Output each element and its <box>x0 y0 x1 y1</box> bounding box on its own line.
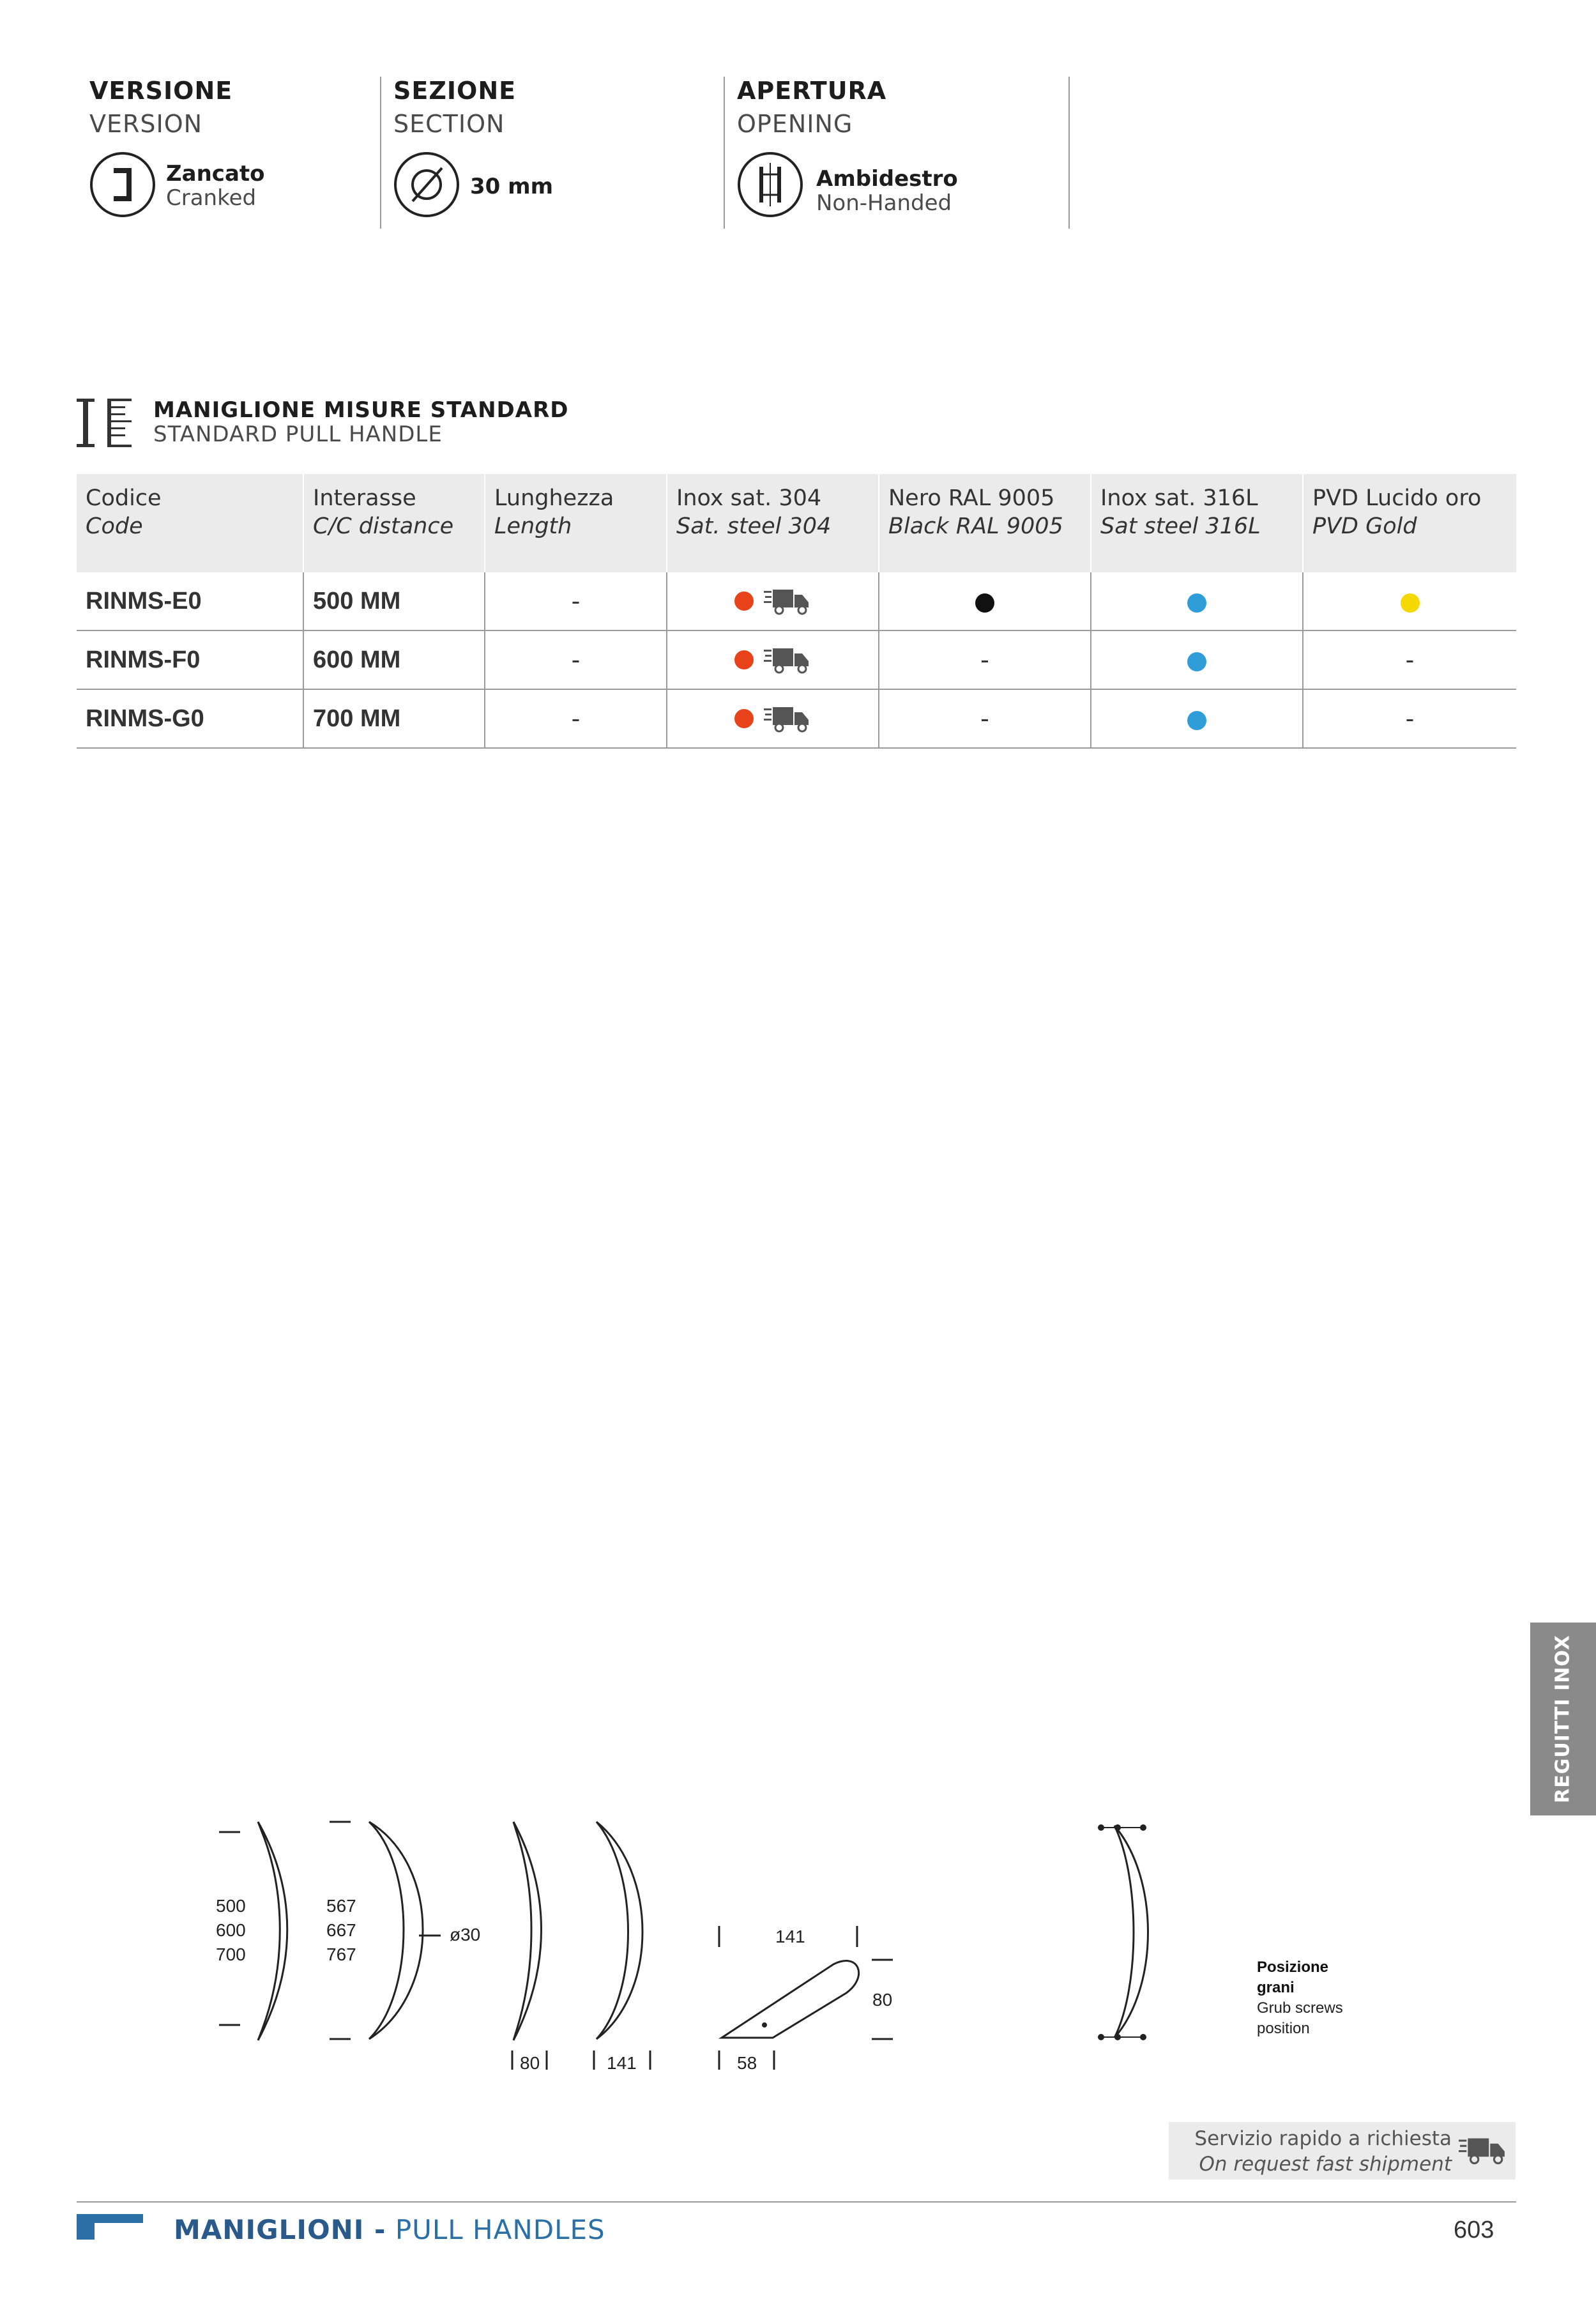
section-heading: MANIGLIONE MISURE STANDARD <box>153 397 569 423</box>
col-header-steel-304: Inox sat. 304 Sat. steel 304 <box>667 474 879 572</box>
opening-subtitle: OPENING <box>737 110 853 138</box>
col-header-gold: PVD Lucido oro PVD Gold <box>1303 474 1516 572</box>
steel-316l-dot <box>1187 593 1206 613</box>
version-subtitle: VERSION <box>89 110 203 138</box>
col-header-steel-316l: Inox sat. 316L Sat steel 316L <box>1091 474 1303 572</box>
cell-length: - <box>485 572 667 630</box>
fast-shipment-box <box>1169 2122 1516 2180</box>
fast-truck-icon <box>764 645 811 675</box>
header-divider <box>724 77 725 229</box>
dim-80-right: 80 <box>872 1990 893 2010</box>
col-header-length: Lunghezza Length <box>485 474 667 572</box>
dim-len-667: 667 <box>326 1920 356 1940</box>
table-row <box>77 572 1516 630</box>
technical-drawing <box>0 1801 1213 2082</box>
opening-value-bold: Ambidestro <box>816 166 958 192</box>
cell-steel-304 <box>667 630 879 689</box>
cell-code: RINMS-G0 <box>77 689 303 748</box>
dim-len-767: 767 <box>326 1944 356 1964</box>
pull-handle-icon <box>77 396 134 450</box>
side-tab-label: REGUITTI INOX <box>1551 1635 1574 1803</box>
version-value-bold: Zancato <box>166 161 265 187</box>
cell-code: RINMS-E0 <box>77 572 303 630</box>
table-header-row <box>77 474 1516 572</box>
cell-gold <box>1303 572 1516 630</box>
dim-80-bottom: 80 <box>520 2053 540 2073</box>
diameter-icon <box>393 151 460 218</box>
cell-gold: - <box>1303 630 1516 689</box>
footer-divider <box>77 2201 1516 2203</box>
steel-304-dot <box>734 709 754 728</box>
cell-cc: 500 MM <box>303 572 485 630</box>
cell-black: - <box>879 630 1091 689</box>
opening-title: APERTURA <box>737 77 887 105</box>
col-header-black: Nero RAL 9005 Black RAL 9005 <box>879 474 1091 572</box>
header-divider <box>380 77 381 229</box>
table-row <box>77 689 1516 748</box>
gold-dot <box>1401 593 1420 613</box>
side-tab <box>1530 1623 1596 1815</box>
brand-logo <box>77 2214 143 2240</box>
cell-gold: - <box>1303 689 1516 748</box>
dim-len-567: 567 <box>326 1896 356 1916</box>
section-block <box>393 77 713 227</box>
cell-code: RINMS-F0 <box>77 630 303 689</box>
grub-subtitle-1: Grub screws <box>1257 1999 1343 2017</box>
fast-truck-icon <box>764 586 811 616</box>
header-divider <box>1068 77 1070 229</box>
col-header-cc: Interasse C/C distance <box>303 474 485 572</box>
product-table <box>77 474 1516 749</box>
double-handle-icon <box>737 151 803 218</box>
opening-block <box>737 77 1056 227</box>
cell-length: - <box>485 630 667 689</box>
cell-black <box>879 572 1091 630</box>
dim-cc-600: 600 <box>216 1920 246 1940</box>
section-value-bold: 30 mm <box>470 174 554 199</box>
steel-304-dot <box>734 650 754 669</box>
fast-truck-icon <box>1459 2134 1507 2167</box>
grub-title-1: Posizione <box>1257 1959 1329 1976</box>
footer-title-light: PULL HANDLES <box>386 2214 605 2245</box>
cell-steel-304 <box>667 689 879 748</box>
dim-141-top: 141 <box>775 1927 805 1946</box>
steel-304-dot <box>734 592 754 611</box>
dim-diameter: ø30 <box>450 1925 481 1944</box>
dim-141-bottom: 141 <box>607 2053 637 2073</box>
dim-cc-500: 500 <box>216 1896 246 1916</box>
section-subtitle: SECTION <box>393 110 505 138</box>
footer-title <box>174 2214 605 2245</box>
cell-cc: 700 MM <box>303 689 485 748</box>
grub-title-2: grani <box>1257 1979 1295 1996</box>
fast-shipment-it: Servizio rapido a richiesta <box>1194 2127 1452 2150</box>
version-value: Cranked <box>166 185 257 211</box>
cell-steel-316l <box>1091 689 1303 748</box>
cell-steel-304 <box>667 572 879 630</box>
cell-steel-316l <box>1091 630 1303 689</box>
version-title: VERSIONE <box>89 77 233 105</box>
cranked-handle-icon <box>89 151 156 218</box>
section-subheading: STANDARD PULL HANDLE <box>153 422 443 447</box>
cell-cc: 600 MM <box>303 630 485 689</box>
version-block <box>89 77 377 227</box>
steel-316l-dot <box>1187 652 1206 671</box>
black-dot <box>975 593 994 613</box>
opening-value: Non-Handed <box>816 190 952 216</box>
table-row <box>77 630 1516 689</box>
steel-316l-dot <box>1187 711 1206 730</box>
cell-black: - <box>879 689 1091 748</box>
page-number: 603 <box>1454 2217 1494 2243</box>
fast-shipment-en: On request fast shipment <box>1199 2153 1452 2176</box>
grub-subtitle-2: position <box>1257 2020 1310 2037</box>
cell-steel-316l <box>1091 572 1303 630</box>
section-title: SEZIONE <box>393 77 517 105</box>
footer-title-bold: MANIGLIONI - <box>174 2214 386 2245</box>
col-header-code: Codice Code <box>77 474 303 572</box>
cell-length: - <box>485 689 667 748</box>
dim-58: 58 <box>737 2053 757 2073</box>
fast-truck-icon <box>764 703 811 734</box>
dim-cc-700: 700 <box>216 1944 246 1964</box>
